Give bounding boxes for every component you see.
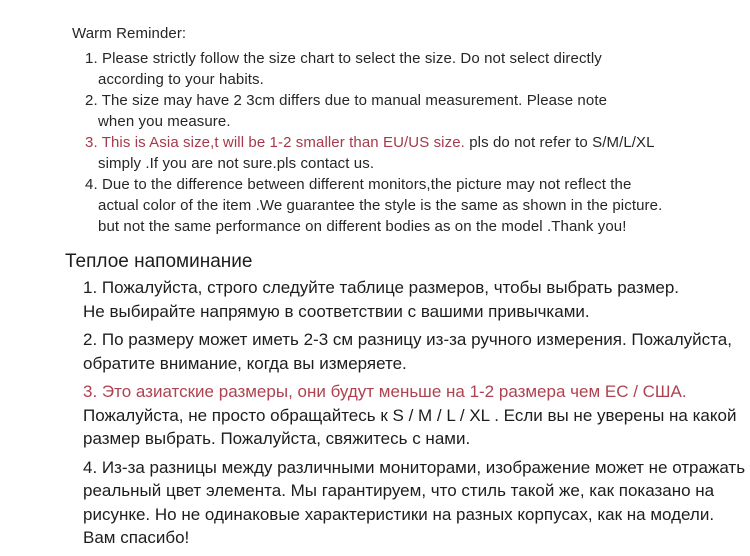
russian-p3-line2: Пожалуйста, не просто обращайтесь к S / M / L / XL . Если вы не уверены на какой bbox=[83, 405, 737, 425]
english-item3-line1-rest: pls do not refer to S/M/L/XL bbox=[464, 134, 655, 151]
russian-p4-line3: рисунке. Но не одинаковые характеристики на разных корпусах, как на модели. bbox=[83, 504, 715, 524]
russian-p3-line3: размер выбрать. Пожалуйста, свяжитесь с нами. bbox=[83, 429, 471, 448]
russian-p1-line2: Не выбирайте напрямую в соответствии с вашими привычками. bbox=[83, 301, 590, 321]
russian-p4-line1: 4. Из-за разницы между различными мониторами, изображение может не отражать bbox=[83, 457, 746, 477]
english-item4-line1: 4. Due to the difference between different monitors,the picture may not reflect the bbox=[85, 176, 632, 193]
english-item2-line1: 2. The size may have 2 3cm differs due to manual measurement. Please note bbox=[85, 92, 608, 109]
english-item4-line2: actual color of the item .We guarantee the style is the same as shown in the picture. bbox=[98, 197, 663, 214]
russian-p1-line1: 1. Пожалуйста, строго следуйте таблице размеров, чтобы выбрать размер. bbox=[83, 278, 680, 297]
russian-p2-line2: обратите внимание, когда вы измеряете. bbox=[83, 353, 407, 373]
english-item2-line2: when you measure. bbox=[98, 113, 231, 130]
english-heading: Warm Reminder: bbox=[72, 25, 187, 42]
russian-paragraph-4 bbox=[83, 456, 750, 550]
russian-heading: Теплое напоминание bbox=[65, 251, 253, 272]
russian-paragraph-1 bbox=[83, 276, 750, 323]
english-reminder-section bbox=[0, 23, 750, 237]
english-item1-line1: 1. Please strictly follow the size chart to select the size. Do not select directly bbox=[85, 50, 602, 67]
russian-p2-line1: 2. По размеру может иметь 2-3 см разницу из-за ручного измерения. Пожалуйста, bbox=[83, 330, 732, 349]
russian-paragraph-2 bbox=[83, 328, 750, 375]
russian-reminder-section bbox=[0, 250, 750, 550]
russian-p4-line2: реальный цвет элемента. Мы гарантируем, что стиль такой же, как показано на bbox=[83, 481, 715, 500]
russian-paragraph-3 bbox=[83, 380, 750, 451]
asia-size-warning-russian: 3. Это азиатские размеры, они будут меньше на 1-2 размера чем ЕС / США. bbox=[83, 382, 687, 401]
english-item3-line1 bbox=[85, 132, 750, 153]
english-item1-line2: according to your habits. bbox=[98, 71, 264, 88]
english-item3-line2: simply .If you are not sure.pls contact us. bbox=[98, 155, 375, 172]
russian-p4-line4: Вам спасибо! bbox=[83, 528, 190, 547]
asia-size-warning-english: 3. This is Asia size,t will be 1-2 smaller than EU/US size. bbox=[85, 134, 465, 151]
english-item4-line3: but not the same performance on different bodies as on the model .Thank you! bbox=[98, 218, 627, 235]
